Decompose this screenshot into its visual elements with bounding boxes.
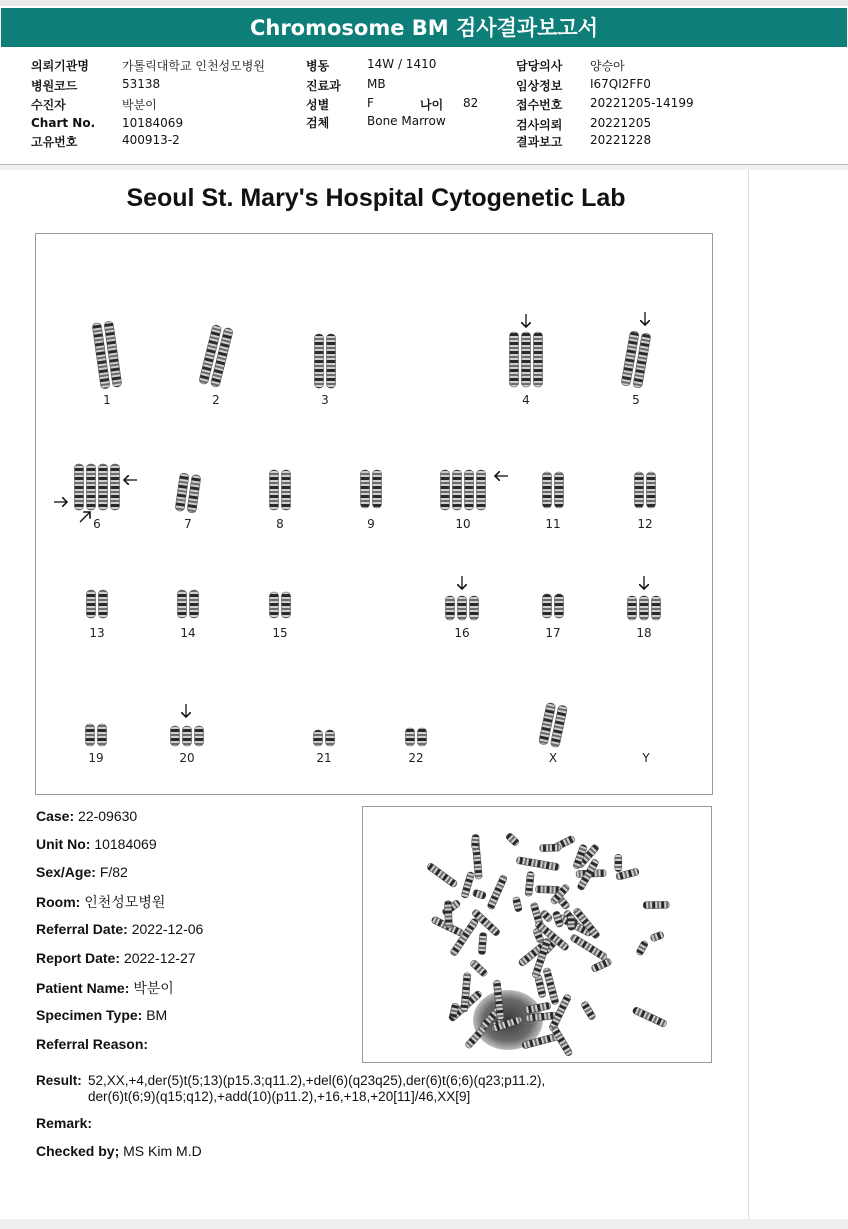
chromosome-18 xyxy=(628,596,661,620)
chromatid xyxy=(543,472,552,508)
chromosome-14 xyxy=(178,590,199,618)
checked-by-row: Checked by; MS Kim M.D xyxy=(36,1143,202,1159)
spread-chromosome xyxy=(512,896,522,912)
spread-chromosome xyxy=(643,901,669,908)
chromatid xyxy=(314,730,323,746)
info-value: 82 xyxy=(463,96,479,110)
chromatid xyxy=(270,592,279,618)
chromatid xyxy=(406,728,415,746)
chromosome-21 xyxy=(314,730,335,746)
referral-reason-row: Referral Reason: xyxy=(36,1036,149,1052)
chromatid xyxy=(652,596,661,620)
chromatid xyxy=(510,332,519,387)
info-label: 의뢰기관명 xyxy=(31,59,89,73)
top-strip xyxy=(0,0,848,6)
result-karyotype xyxy=(88,1073,728,1105)
chromosome-label: 14 xyxy=(180,626,196,640)
chromosome-label: 19 xyxy=(88,751,104,765)
info-value: 53138 xyxy=(122,77,161,91)
chromosome-X xyxy=(538,702,567,747)
unit-row: Unit No: 10184069 xyxy=(36,836,157,852)
chromatid xyxy=(441,470,450,510)
chromatid xyxy=(477,470,486,510)
chromatid xyxy=(522,332,531,387)
chromosome-3 xyxy=(315,334,336,388)
chromatid xyxy=(647,472,656,508)
chromatid xyxy=(326,730,335,746)
chromosome-label: 22 xyxy=(408,751,424,765)
info-label: 담당의사 xyxy=(516,59,563,73)
chromatid xyxy=(183,726,192,746)
chromatid xyxy=(418,728,427,746)
spread-chromosome xyxy=(540,844,561,852)
chromatid xyxy=(171,726,180,746)
chromosome-10 xyxy=(441,470,486,510)
sex-age-row: Sex/Age: F/82 xyxy=(36,864,128,880)
chromatid xyxy=(640,596,649,620)
remark-row: Remark: xyxy=(36,1115,93,1131)
info-value: Bone Marrow xyxy=(367,114,446,128)
chromatid xyxy=(470,596,479,620)
chromatid xyxy=(99,464,108,510)
chromosome-label: 18 xyxy=(636,626,652,640)
specimen-type-row: Specimen Type: BM xyxy=(36,1007,168,1023)
chromosome-label: 15 xyxy=(272,626,288,640)
info-label: 접수번호 xyxy=(516,98,563,112)
spread-chromosome xyxy=(444,901,452,928)
chromatid xyxy=(458,596,467,620)
spread-chromosome xyxy=(472,889,486,900)
karyotype-panel xyxy=(35,233,713,795)
info-label: 진료과 xyxy=(306,79,341,93)
chromosome-8 xyxy=(270,470,291,510)
chromosome-label: 12 xyxy=(637,517,653,531)
chromosome-label: 20 xyxy=(179,751,195,765)
chromatid xyxy=(87,464,96,510)
chromatid xyxy=(99,590,108,618)
spread-chromosome xyxy=(487,874,508,910)
chromosome-17 xyxy=(543,594,564,618)
chromosome-label: 16 xyxy=(454,626,470,640)
spread-chromosome xyxy=(426,862,458,888)
spread-chromosome xyxy=(505,832,520,847)
chromatid xyxy=(270,470,279,510)
info-value: 20221228 xyxy=(590,133,652,147)
page-footer-strip xyxy=(0,1219,848,1229)
chromatid xyxy=(534,332,543,387)
spread-chromosome xyxy=(615,854,622,871)
chromosome-6 xyxy=(75,464,120,510)
spread-chromosome xyxy=(632,1006,668,1028)
referral-date-row: Referral Date: 2022-12-06 xyxy=(36,921,204,937)
patient-info-grid xyxy=(0,50,848,168)
chromatid xyxy=(175,473,189,512)
chromatid xyxy=(195,726,204,746)
result-label: Result: xyxy=(36,1073,82,1088)
spread-chromosome xyxy=(525,871,535,896)
chromosome-label: 17 xyxy=(545,626,561,640)
chromatid xyxy=(373,470,382,508)
spread-chromosome xyxy=(471,834,479,849)
chromosome-1 xyxy=(92,321,122,389)
info-value: 박분이 xyxy=(122,98,157,112)
chromosome-22 xyxy=(406,728,427,746)
chromatid xyxy=(87,590,96,618)
spread-chromosome xyxy=(478,932,487,955)
info-label: 검체 xyxy=(306,116,330,130)
chromatid xyxy=(446,596,455,620)
chromosome-label: 8 xyxy=(276,517,284,531)
chromosome-label: X xyxy=(548,751,558,765)
info-label: 고유번호 xyxy=(31,135,78,149)
chromosome-19 xyxy=(86,724,107,746)
info-label: Chart No. xyxy=(31,116,96,130)
info-label: 병동 xyxy=(306,59,330,73)
result-line: 52,XX,+4,der(5)t(5;13)(p15.3;q11.2),+del(6)(q23q25),der(6)t(6;6)(q23;p11.2), xyxy=(88,1073,546,1088)
spread-chromosome xyxy=(580,1000,596,1020)
chromosome-label: 21 xyxy=(316,751,332,765)
chromosome-5 xyxy=(621,331,651,389)
chromosome-15 xyxy=(270,592,291,618)
chromatid xyxy=(190,590,199,618)
chromosome-label: 5 xyxy=(632,393,640,407)
metaphase-spread-image xyxy=(362,806,712,1063)
chromatid xyxy=(282,592,291,618)
info-label: 성별 xyxy=(306,98,330,112)
chromatid xyxy=(327,334,336,388)
chromatid xyxy=(315,334,324,388)
chromatid xyxy=(555,594,564,618)
info-value: 20221205-14199 xyxy=(590,96,694,110)
info-value: 양승아 xyxy=(590,59,625,73)
chromosome-label: 4 xyxy=(522,393,530,407)
chromatid xyxy=(361,470,370,508)
page-edge xyxy=(748,170,749,1220)
chromosome-16 xyxy=(446,596,479,620)
chromatid xyxy=(635,472,644,508)
chromosome-label: 3 xyxy=(321,393,329,407)
chromatid xyxy=(178,590,187,618)
chromosome-label: Y xyxy=(642,751,650,765)
chromatid xyxy=(187,474,201,513)
chromatid xyxy=(98,724,107,746)
info-label: 임상정보 xyxy=(516,79,563,93)
chromatid xyxy=(282,470,291,510)
chromosome-label: 11 xyxy=(545,517,561,531)
chromosome-2 xyxy=(199,324,234,387)
chromosome-13 xyxy=(87,590,108,618)
karyotype-image xyxy=(36,234,712,794)
lab-title: Seoul St. Mary's Hospital Cytogenetic Lab xyxy=(126,184,626,212)
spread-chromosome xyxy=(543,967,559,1005)
chromosome-label: 9 xyxy=(367,517,375,531)
info-label: 수진자 xyxy=(31,98,66,112)
spread-chromosome xyxy=(449,918,479,957)
spread-chromosome xyxy=(469,959,488,977)
chromatid xyxy=(86,724,95,746)
chromatid xyxy=(453,470,462,510)
room-row: Room: 인천성모병원 xyxy=(36,894,166,910)
info-value: F xyxy=(367,96,374,110)
chromosome-label: 10 xyxy=(455,517,471,531)
info-value: 10184069 xyxy=(122,116,184,130)
info-value: 20221205 xyxy=(590,116,652,130)
chromosome-12 xyxy=(635,472,656,508)
chromosome-label: 1 xyxy=(103,393,111,407)
chromatid xyxy=(111,464,120,510)
info-label: 검사의뢰 xyxy=(516,118,563,132)
spread-chromosome xyxy=(591,958,613,973)
patient-name-row: Patient Name: 박분이 xyxy=(36,980,174,996)
info-label: 병원코드 xyxy=(31,79,78,93)
chromatid xyxy=(465,470,474,510)
spread-chromosome xyxy=(567,915,575,930)
info-value: I67QI2FF0 xyxy=(590,77,651,91)
spread-chromosome xyxy=(570,933,608,961)
info-value: MB xyxy=(367,77,386,91)
chromatid xyxy=(75,464,84,510)
info-label: 나이 xyxy=(420,98,444,112)
result-line: der(6)t(6;9)(q15;q12),+add(10)(p11.2),+16,+18,+20[11]/46,XX[9] xyxy=(88,1089,471,1104)
chromosome-label: 7 xyxy=(184,517,192,531)
info-value: 가톨릭대학교 인천성모병원 xyxy=(122,59,265,73)
case-row: Case: 22-09630 xyxy=(36,808,138,824)
chromosome-label: 6 xyxy=(93,517,101,531)
chromatid xyxy=(555,472,564,508)
divider xyxy=(0,165,848,170)
chromatid xyxy=(543,594,552,618)
chromosome-11 xyxy=(543,472,564,508)
chromosome-9 xyxy=(361,470,382,508)
chromosome-20 xyxy=(171,726,204,746)
info-value: 400913-2 xyxy=(122,133,180,147)
info-label: 결과보고 xyxy=(516,135,563,149)
spread-chromosome xyxy=(516,856,560,870)
spread-chromosome xyxy=(650,931,665,942)
chromatid xyxy=(628,596,637,620)
spread-chromosome xyxy=(636,940,649,956)
report-title: Chromosome BM 검사결과보고서 xyxy=(1,8,847,47)
chromosome-group xyxy=(75,321,661,748)
report-date-row: Report Date: 2022-12-27 xyxy=(36,950,196,966)
abnormality-arrows xyxy=(54,312,645,717)
chromosome-4 xyxy=(510,332,543,387)
info-value: 14W / 1410 xyxy=(367,57,437,71)
chromosome-label: 13 xyxy=(89,626,105,640)
metaphase-image xyxy=(363,807,711,1062)
chromosome-label: 2 xyxy=(212,393,220,407)
arrow-icon xyxy=(80,512,90,522)
chromosome-7 xyxy=(175,473,201,514)
